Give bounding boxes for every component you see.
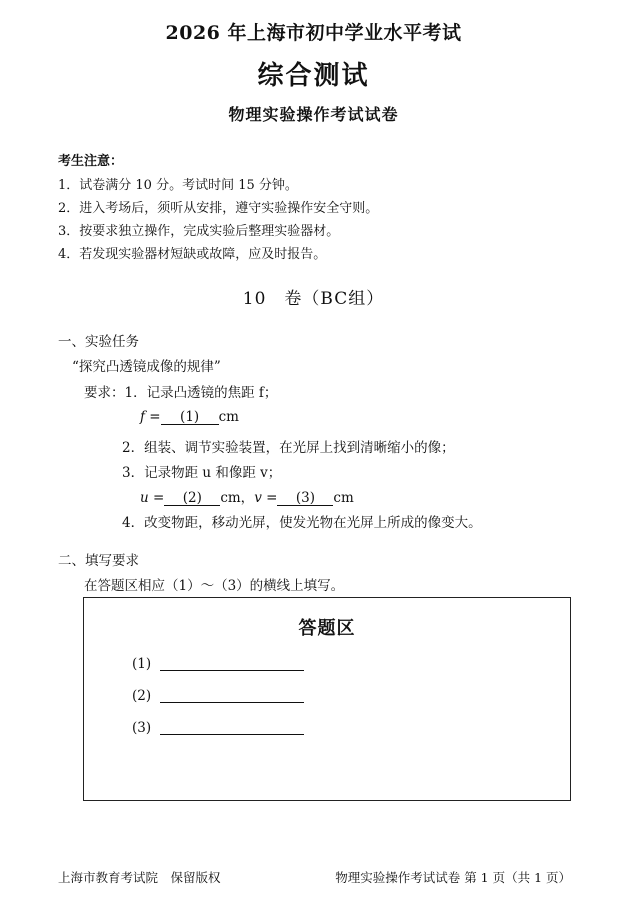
section1-heading: 一、实验任务	[58, 334, 139, 350]
section2-instruction: 在答题区相应（1）～（3）的横线上填写。	[84, 578, 345, 594]
unit-cm-comma: cm，	[220, 490, 255, 506]
requirement-3-fill	[140, 486, 354, 506]
answer-line-3[interactable]	[160, 734, 304, 735]
requirement-3: 3．记录物距 u 和像距 v；	[122, 465, 282, 481]
blank-3: (3)	[277, 491, 333, 506]
footer-page-info: 物理实验操作考试试卷 第 1 页（共 1 页）	[335, 870, 571, 885]
answer-line-2[interactable]	[160, 702, 304, 703]
footer-copyright: 上海市教育考试院 保留版权	[58, 870, 221, 885]
section2-heading: 二、填写要求	[58, 553, 139, 569]
paper-code: 10 卷（BC组）	[242, 289, 385, 309]
notice-item-3: 3．按要求独立操作，完成实验后整理实验器材。	[58, 224, 340, 239]
exam-subject: 综合测试	[257, 61, 370, 91]
blank-1: (1)	[161, 410, 219, 425]
requirement-1-text: 1．记录凸透镜的焦距 f；	[124, 385, 278, 401]
exam-subtitle: 物理实验操作考试试卷	[228, 105, 399, 124]
notice-item-1: 1．试卷满分 10 分。考试时间 15 分钟。	[58, 178, 298, 193]
requirement-1-fill	[140, 409, 239, 425]
requirement-1	[84, 381, 277, 401]
answer-row-3-label: (3)	[132, 720, 152, 736]
image-distance-label: v =	[254, 490, 278, 506]
notice-item-2: 2．进入考场后，须听从安排，遵守实验操作安全守则。	[58, 201, 379, 216]
unit-cm: cm	[218, 409, 239, 425]
object-distance-label: u =	[140, 490, 165, 506]
answer-area	[83, 597, 571, 801]
requirement-2: 2．组装、调节实验装置，在光屏上找到清晰缩小的像；	[122, 440, 455, 456]
answer-line-1[interactable]	[160, 670, 304, 671]
notice-title: 考生注意：	[58, 154, 124, 169]
requirement-prefix: 要求：	[84, 385, 125, 401]
blank-2: (2)	[164, 491, 220, 506]
exam-title: 2026 年上海市初中学业水平考试	[165, 22, 462, 44]
unit-cm-2: cm	[333, 490, 354, 506]
notice-item-4: 4．若发现实验器材短缺或故障，应及时报告。	[58, 247, 327, 262]
answer-row-2-label: (2)	[132, 688, 152, 704]
requirement-4: 4．改变物距，移动光屏，使发光物在光屏上所成的像变大。	[122, 515, 482, 531]
focal-length-label: f =	[140, 409, 161, 425]
answer-area-title: 答题区	[298, 618, 356, 639]
answer-row-1-label: (1)	[132, 656, 152, 672]
task-name: “探究凸透镜成像的规律”	[72, 359, 221, 375]
